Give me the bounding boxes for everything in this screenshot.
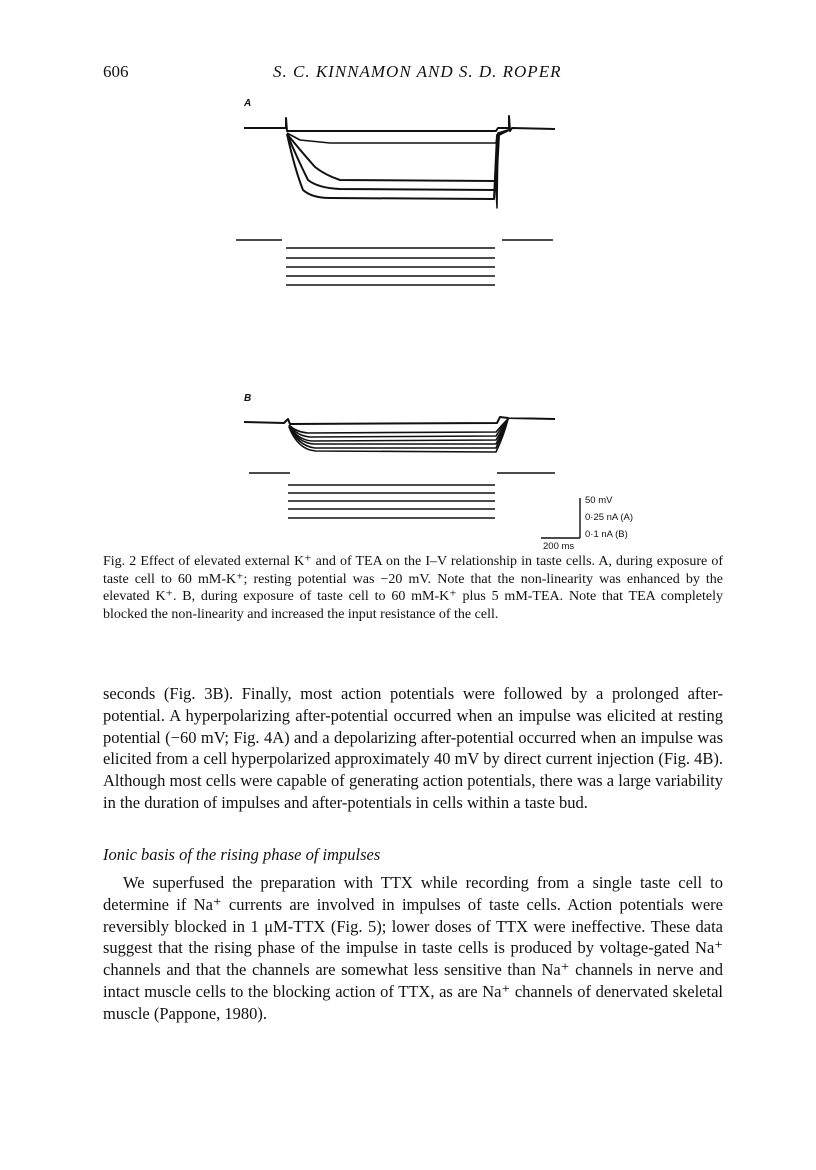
figure-traces bbox=[0, 0, 816, 560]
caption-text: Fig. 2 Effect of elevated external K⁺ and of TEA on the I–V relationship in taste cells. A, during exposure of taste cell to 60 mM-K⁺; resting potential was −20 mV. Note that the non-linearity was enhanced by the elevated K⁺. B, during exposure of taste cell to 60 mM-K⁺ plus 5 mM-TEA. Note that TEA completely blocked the non-linearity and increased the input resistance of the cell. bbox=[103, 554, 723, 622]
panel-b-voltage-traces bbox=[244, 417, 555, 452]
scale-bar bbox=[541, 498, 580, 538]
panel-b-current-steps bbox=[249, 473, 555, 518]
page-number: 606 bbox=[103, 62, 129, 81]
panel-a-current-steps bbox=[236, 240, 553, 285]
paragraph-text: We superfused the preparation with TTX while recording from a single taste cell to determine if Na⁺ currents are involved in impulses of taste cells. Action potentials were reversibly blocked in 1 μM-TTX (Fig. 5); lower doses of TTX were ineffective. These data suggest that the rising phase of the impulse in taste cells is produced by voltage-gated Na⁺ channels and that the channels are somewhat less sensitive than Na⁺ channels in nerve and intact muscle cells to the blocking action of TTX, as are Na⁺ channels of denervated skeletal muscle (Pappone, 1980). bbox=[103, 873, 723, 1023]
paragraph-text: seconds (Fig. 3B). Finally, most action potentials were followed by a prolonged after-potential. A hyperpolarizing after-potential occurred when an impulse was elicited at resting potential (−60 mV; Fig. 4A) and a depolarizing after-potential occurred when an impulse was elicited from a cell hyperpolarized approximately 40 mV by direct current injection (Fig. 4B). Although most cells were capable of generating action potentials, there was a large variability in the duration of impulses and after-potentials in cells within a taste bud. bbox=[103, 684, 723, 812]
panel-a-voltage-traces bbox=[244, 116, 555, 208]
scale-label-voltage: 50 mV bbox=[585, 495, 613, 506]
scale-label-time: 200 ms bbox=[543, 541, 575, 552]
body-paragraph-1 bbox=[103, 683, 723, 814]
scale-label-current-b: 0·1 nA (B) bbox=[585, 529, 628, 540]
figure-caption bbox=[103, 553, 723, 623]
panel-a-label: A bbox=[244, 98, 252, 109]
panel-b-label: B bbox=[244, 393, 252, 404]
body-paragraph-2 bbox=[103, 872, 723, 1025]
running-head: S. C. KINNAMON AND S. D. ROPER bbox=[273, 62, 562, 81]
section-heading: Ionic basis of the rising phase of impulses bbox=[103, 845, 381, 864]
scale-label-current-a: 0·25 nA (A) bbox=[585, 512, 634, 523]
